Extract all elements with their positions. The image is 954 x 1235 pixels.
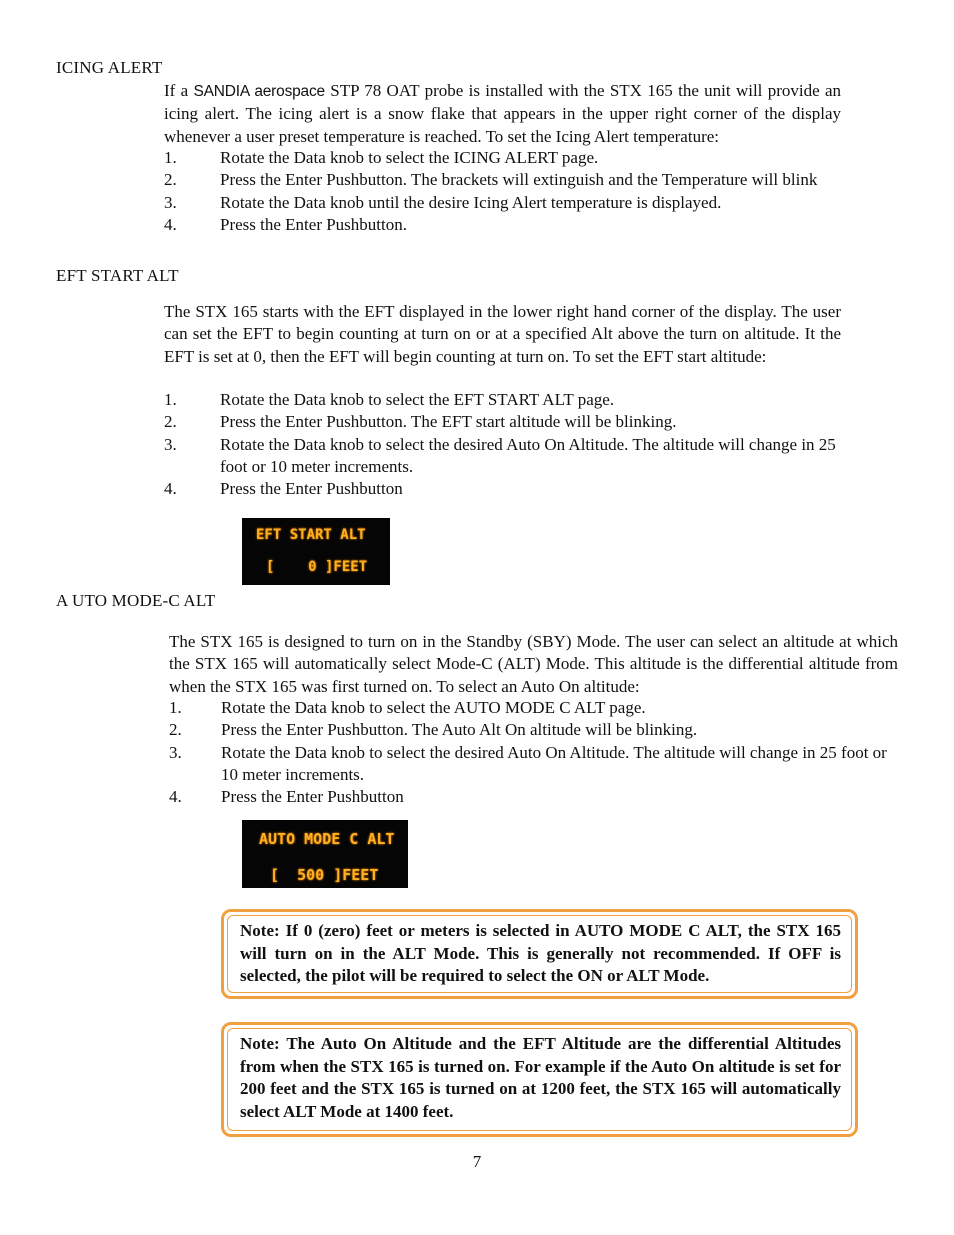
page-number: 7 bbox=[472, 1152, 482, 1171]
display-line-1: AUTO MODE C ALT bbox=[259, 830, 395, 848]
list-item: 3. Rotate the Data knob to select the desired Auto On Altitude. The altitude will change in 25 foot or 10 meter increments. bbox=[164, 434, 836, 476]
sandia-brand-text: SANDIA aerospace bbox=[193, 83, 325, 100]
icing-alert-steps bbox=[164, 147, 841, 236]
auto-mode-c-alt-steps bbox=[169, 697, 898, 808]
note-box-zero-feet bbox=[221, 909, 858, 999]
icing-alert-heading: ICING ALERT bbox=[56, 58, 163, 77]
list-item: 3. Rotate the Data knob to select the desired Auto On Altitude. The altitude will change in 25 foot or 10 meter increments. bbox=[169, 742, 887, 784]
display-line-2: [ 500 ]FEET bbox=[270, 866, 379, 884]
list-item: 1. Rotate the Data knob to select the EFT START ALT page. bbox=[164, 390, 615, 409]
display-line-1: EFT START ALT bbox=[256, 527, 366, 543]
eft-start-alt-display bbox=[242, 518, 390, 585]
note-text: Note: The Auto On Altitude and the EFT Altitude are the differential Altitudes from when the STX 165 is turned on. For example if the Auto On altitude is set for 200 feet and the STX 165 is turned on at 1200 feet, the STX 165 will automatically select ALT Mode at 1400 feet. bbox=[227, 1028, 852, 1131]
list-item: 4. Press the Enter Pushbutton. bbox=[164, 214, 407, 234]
list-item: 1. Rotate the Data knob to select the ICING ALERT page. bbox=[164, 148, 599, 167]
note-box-differential-altitude bbox=[221, 1022, 858, 1137]
display-line-2: [ 0 ]FEET bbox=[266, 559, 368, 575]
eft-start-alt-intro: The STX 165 starts with the EFT displayed in the lower right hand corner of the display. The user can set the EFT to begin counting at turn on or at a specified Alt above the turn on altitude. It the EFT is set at 0, then the EFT will begin counting at turn on. To set the EFT start altitude: bbox=[164, 302, 841, 366]
auto-mode-c-alt-intro: The STX 165 is designed to turn on in the Standby (SBY) Mode. The user can select an altitude at which the STX 165 will automatically select Mode-C (ALT) Mode. This altitude is the differential altitude from when the STX 165 was first turned on. To select an Auto On altitude: bbox=[169, 632, 898, 696]
auto-mode-c-alt-display bbox=[242, 820, 408, 888]
eft-start-alt-heading: EFT START ALT bbox=[56, 266, 179, 285]
list-item: 2. Press the Enter Pushbutton. The brackets will extinguish and the Temperature will blink bbox=[164, 170, 818, 190]
list-item: 1. Rotate the Data knob to select the AUTO MODE C ALT page. bbox=[169, 698, 646, 717]
list-item: 3. Rotate the Data knob until the desire Icing Alert temperature is displayed. bbox=[164, 192, 722, 212]
list-item: 4. Press the Enter Pushbutton bbox=[169, 787, 404, 807]
auto-mode-c-alt-heading: A UTO MODE-C ALT bbox=[56, 591, 216, 610]
list-item: 2. Press the Enter Pushbutton. The Auto Alt On altitude will be blinking. bbox=[169, 720, 698, 740]
list-item: 4. Press the Enter Pushbutton bbox=[164, 479, 403, 499]
eft-start-alt-steps bbox=[164, 389, 841, 500]
list-item: 2. Press the Enter Pushbutton. The EFT start altitude will be blinking. bbox=[164, 412, 677, 432]
icing-alert-intro: If a SANDIA aerospace STP 78 OAT probe is installed with the STX 165 the unit will provide an icing alert. The icing alert is a snow flake that appears in the upper right corner of the display whenever a user preset temperature is reached. To set the Icing Alert temperature: bbox=[164, 81, 842, 146]
note-text: Note: If 0 (zero) feet or meters is selected in AUTO MODE C ALT, the STX 165 will turn on in the ALT Mode. This is generally not recommended. If OFF is selected, the pilot will be required to select the ON or ALT Mode. bbox=[227, 915, 852, 993]
